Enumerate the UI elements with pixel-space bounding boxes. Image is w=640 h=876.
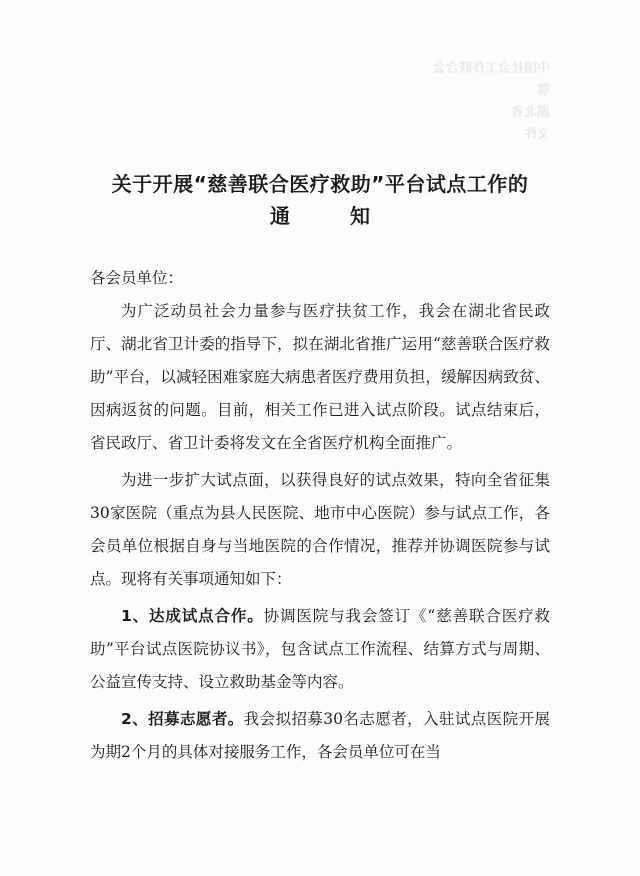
paragraph-2: 为进一步扩大试点面，以获得良好的试点效果，特向全省征集30家医院（重点为县人民医院、地市中心医院）参与试点工作，各会员单位根据自身与当地医院的合作情况，推荐并协调医院参与试点。现将有关事项通知如下： <box>90 471 550 588</box>
title-line-2: 通知 <box>270 204 430 228</box>
item-2-text: 我会拟招募30名志愿者，入驻试点医院开展为期2个月的具体对接服务工作，各会员单位可在当 <box>90 710 550 761</box>
title-line-1: 关于开展“慈善联合医疗救助”平台试点工作的 <box>111 172 529 196</box>
item-1-text: 协调医院与我会签订《“慈善联合医疗救助”平台试点医院协议书》，包含试点工作流程、结算方式与周期、公益宣传支持、设立救助基金等内容。 <box>90 607 550 691</box>
paragraph-1: 为广泛动员社会力量参与医疗扶贫工作，我会在湖北省民政厅、湖北省卫计委的指导下，拟在湖北省推广运用“慈善联合医疗救助”平台，以减轻困难家庭大病患者医疗费用负担，缓解因病致贫、因病返贫的问题。目前，相关工作已进入试点阶段。试点结束后，省民政厅、省卫计委将发文在全省医疗机构全面推广。 <box>90 302 550 452</box>
document-title <box>0 168 640 232</box>
item-1-heading: 1、达成试点合作。 <box>121 607 264 625</box>
document-body <box>90 262 550 769</box>
show-through-text: 中国社会工作联合会 鄂 湖北省 文件 <box>432 61 550 142</box>
salutation: 各会员单位： <box>90 269 184 287</box>
item-2-heading: 2、招募志愿者。 <box>121 710 244 728</box>
item-1 <box>90 600 550 699</box>
item-2 <box>90 703 550 769</box>
